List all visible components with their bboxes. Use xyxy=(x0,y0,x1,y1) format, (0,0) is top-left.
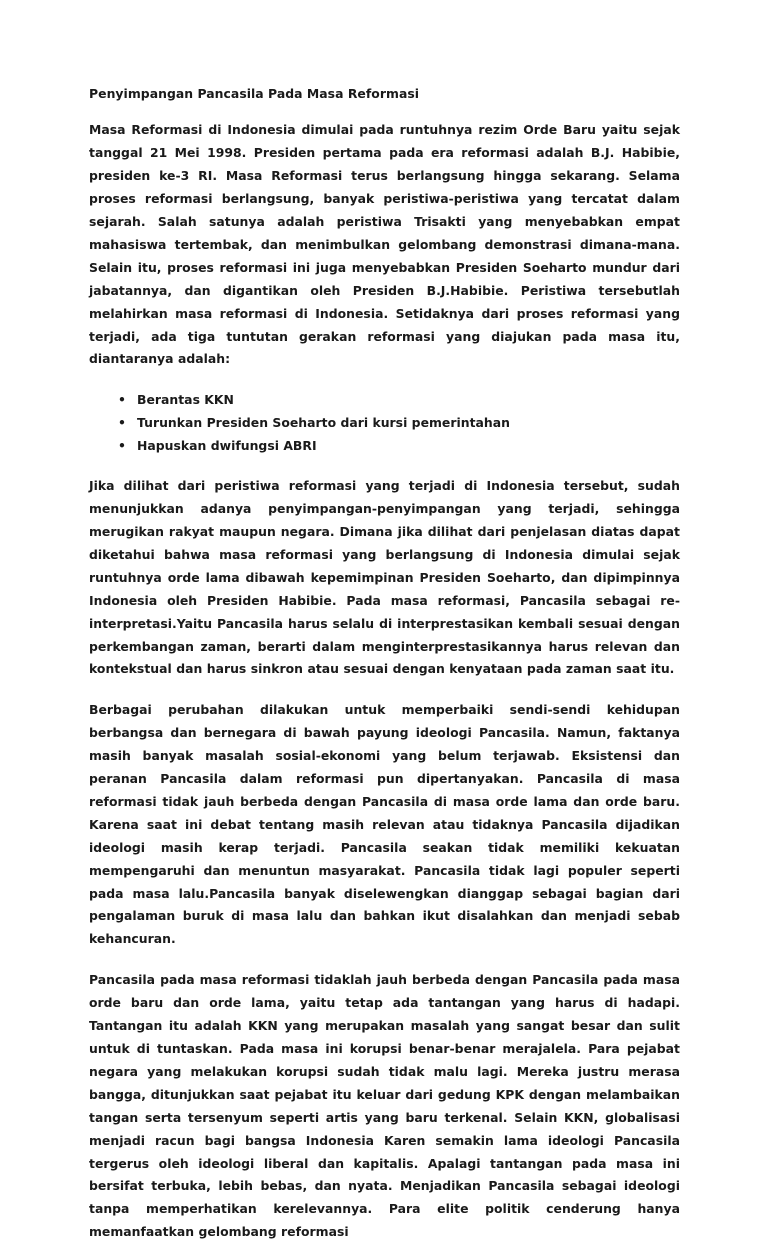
paragraph-4: Pancasila pada masa reformasi tidaklah jauh berbeda dengan Pancasila pada masa orde baru dan orde lama, yaitu tetap ada tantangan yang harus di hadapi. Tantangan itu adalah KKN yang merupakan masalah yang sangat besar dan sulit untuk di tuntaskan. Pada masa ini korupsi benar-benar merajalela. Para pejabat negara yang melakukan korupsi sudah tidak malu lagi. Mereka justru merasa bangga, ditunjukkan saat pejabat itu keluar dari gedung KPK dengan melambaikan tangan serta tersenyum seperti artis yang baru terkenal. Selain KKN, globalisasi menjadi racun bagi bangsa Indonesia Karen semakin lama ideologi Pancasila tergerus oleh ideologi liberal dan kapitalis. Apalagi tantangan pada masa ini bersifat terbuka, lebih bebas, dan nyata. Menjadikan Pancasila sebagai ideologi tanpa memperhatikan kerelevannya. Para elite politik cenderung hanya memanfaatkan gelombang reformasi xyxy=(89,972,680,1240)
list-item-label: Berantas KKN xyxy=(137,392,234,408)
paragraph-2: Jika dilihat dari peristiwa reformasi yang terjadi di Indonesia tersebut, sudah menunjukkan adanya penyimpangan-penyimpangan yang terjadi, sehingga merugikan rakyat maupun negara. Dimana jika dilihat dari penjelasan diatas dapat diketahui bahwa masa reformasi yang berlangsung di Indonesia dimulai sejak runtuhnya orde lama dibawah kepemimpinan Presiden Soeharto, dan dipimpinnya Indonesia oleh Presiden Habibie. Pada masa reformasi, Pancasila sebagai re-interpretasi.Yaitu Pancasila harus selalu di interprestasikan kembali sesuai dengan perkembangan zaman, berarti dalam menginterprestasikannya harus relevan dan kontekstual dan harus sinkron atau sesuai dengan kenyataan pada zaman saat itu. xyxy=(89,478,680,677)
paragraph-3: Berbagai perubahan dilakukan untuk memperbaiki sendi-sendi kehidupan berbangsa dan bernegara di bawah payung ideologi Pancasila. Namun, faktanya masih banyak masalah sosial-ekonomi yang belum terjawab. Eksistensi dan peranan Pancasila dalam reformasi pun dipertanyakan. Pancasila di masa reformasi tidak jauh berbeda dengan Pancasila di masa orde lama dan orde baru. Karena saat ini debat tentang masih relevan atau tidaknya Pancasila dijadikan ideologi masih kerap terjadi. Pancasila seakan tidak memiliki kekuatan mempengaruhi dan menuntun masyarakat. Pancasila tidak lagi populer seperti pada masa lalu.Pancasila banyak diselewengkan dianggap sebagai bagian dari pengalaman buruk di masa lalu dan bahkan ikut disalahkan dan menjadi sebab kehancuran. xyxy=(89,702,680,947)
list-item xyxy=(89,435,680,458)
paragraph-1: Masa Reformasi di Indonesia dimulai pada runtuhnya rezim Orde Baru yaitu sejak tanggal 21 Mei 1998. Presiden pertama pada era reformasi adalah B.J. Habibie, presiden ke-3 RI. Masa Reformasi terus berlangsung hingga sekarang. Selama proses reformasi berlangsung, banyak peristiwa-peristiwa yang tercatat dalam sejarah. Salah satunya adalah peristiwa Trisakti yang menyebabkan empat mahasiswa tertembak, dan menimbulkan gelombang demonstrasi dimana-mana. Selain itu, proses reformasi ini juga menyebabkan Presiden Soeharto mundur dari jabatannya, dan digantikan oleh Presiden B.J.Habibie. Peristiwa tersebutlah melahirkan masa reformasi di Indonesia. Setidaknya dari proses reformasi yang terjadi, ada tiga tuntutan gerakan reformasi yang diajukan pada masa itu, diantaranya adalah: xyxy=(89,122,680,367)
bullet-icon: • xyxy=(118,392,126,408)
list-item-label: Turunkan Presiden Soeharto dari kursi pemerintahan xyxy=(137,414,510,430)
bullet-icon: • xyxy=(118,437,126,453)
bullet-icon: • xyxy=(118,414,126,430)
list-item xyxy=(89,412,680,435)
list-item xyxy=(89,389,680,412)
page-title: Penyimpangan Pancasila Pada Masa Reformasi xyxy=(89,86,420,101)
reform-demands-list xyxy=(89,389,680,457)
list-item-label: Hapuskan dwifungsi ABRI xyxy=(137,437,317,453)
